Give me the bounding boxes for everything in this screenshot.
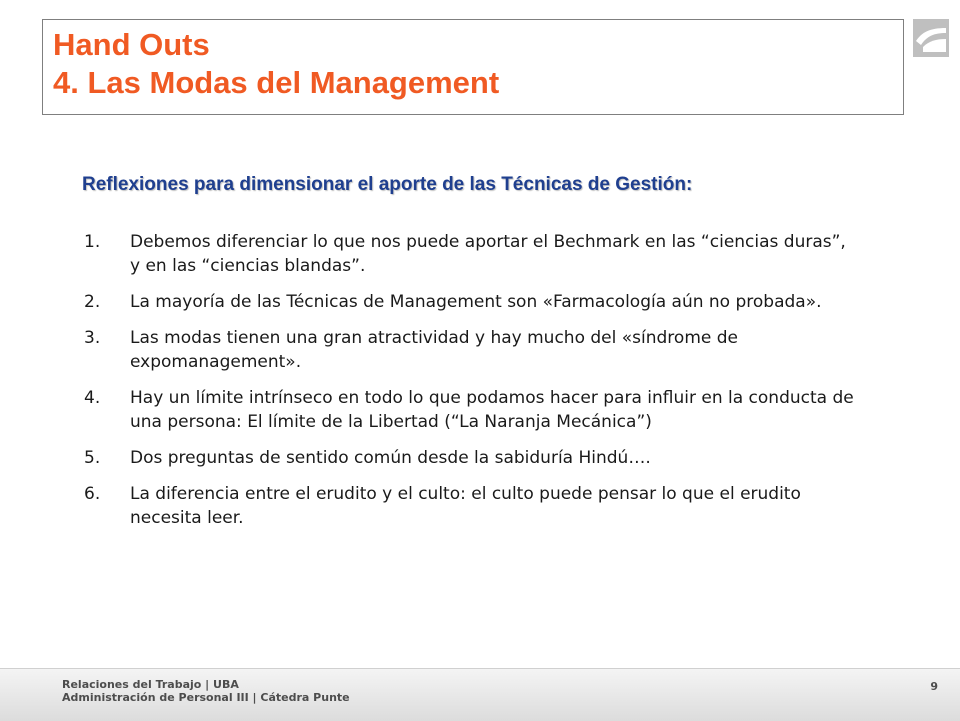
list-item-text: Debemos diferenciar lo que nos puede aportar el Bechmark en las “ciencias duras”, y en las “ciencias blandas”. (130, 232, 846, 276)
list-item (84, 386, 854, 434)
list-item-number: 4. (84, 388, 101, 408)
page-subtitle-heading: 4. Las Modas del Management (53, 65, 500, 100)
list-item-number: 2. (84, 292, 101, 312)
footer (0, 668, 960, 721)
section-heading: Reflexiones para dimensionar el aporte de las Técnicas de Gestión: (82, 174, 693, 195)
list-item (84, 290, 854, 314)
list-item-number: 3. (84, 328, 101, 348)
list-item-number: 6. (84, 484, 101, 504)
page-title: Hand Outs (53, 27, 210, 62)
list-item-text: Hay un límite intrínseco en todo lo que podamos hacer para influir en la conducta de una persona: El límite de la Libertad (“La Naranja Mecánica”) (130, 388, 854, 432)
home-icon (913, 19, 949, 57)
footer-institution: Relaciones del Trabajo | UBA (62, 678, 239, 691)
list-item (84, 230, 854, 278)
list-item-number: 1. (84, 232, 101, 252)
list-item-text: La mayoría de las Técnicas de Management son «Farmacología aún no probada». (130, 292, 822, 312)
list-item (84, 326, 854, 374)
list-item (84, 482, 854, 530)
title-box (42, 19, 904, 115)
reflections-list (84, 230, 854, 542)
list-item-text: Dos preguntas de sentido común desde la sabiduría Hindú…. (130, 448, 651, 468)
list-item-text: La diferencia entre el erudito y el culto: el culto puede pensar lo que el erudito necesita leer. (130, 484, 801, 528)
list-item (84, 446, 854, 470)
home-button[interactable] (913, 19, 949, 57)
page-number: 9 (930, 680, 938, 693)
list-item-number: 5. (84, 448, 101, 468)
footer-course: Administración de Personal III | Cátedra Punte (62, 691, 350, 704)
list-item-text: Las modas tienen una gran atractividad y hay mucho del «síndrome de expomanagement». (130, 328, 738, 372)
